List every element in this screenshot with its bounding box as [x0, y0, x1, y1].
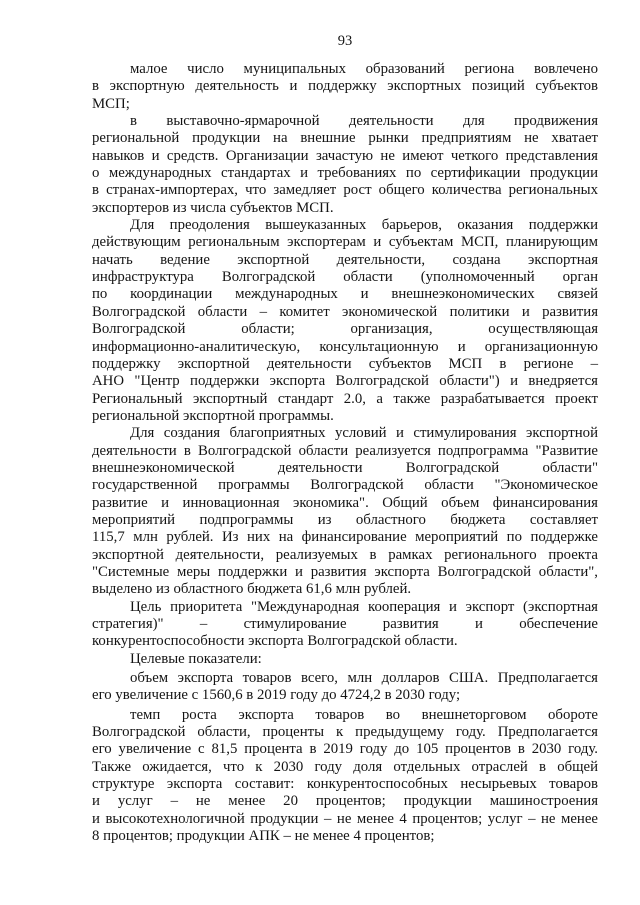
text-line: навыков и средств. Организации зачастую не имеют четкого представления: [92, 147, 598, 164]
text-line: 8 процентов; продукции АПК – не менее 4 процентов;: [92, 828, 435, 845]
text-line: действующим региональным экспортерам и субъектам МСП, планирующим: [92, 234, 598, 251]
text-line: Для создания благоприятных условий и стимулирования экспортной: [130, 425, 598, 442]
text-line: начать ведение экспортной деятельности, создана экспортная: [92, 251, 598, 268]
text-line: в экспортную деятельность и поддержку экспортных позиций субъектов: [92, 78, 598, 95]
text-line: развитие и инновационная экономика". Общий объем финансирования: [92, 494, 598, 511]
text-line: внешнеэкономической деятельности Волгоградской области": [92, 459, 598, 476]
text-line: деятельности в Волгоградской области реализуется подпрограмма "Развитие: [92, 442, 598, 459]
text-line: по координации международных и внешнеэкономических связей: [92, 286, 598, 303]
text-line: государственной программы Волгоградской области "Экономическое: [92, 477, 598, 494]
text-line: экспортной деятельности, реализуемых в рамках регионального проекта: [92, 546, 598, 563]
text-line: Волгоградской области, проценты к предыдущему году. Предполагается: [92, 724, 598, 741]
text-line: его увеличение с 81,5 процента в 2019 году до 105 процентов в 2030 году.: [92, 741, 598, 758]
paragraph: [92, 707, 598, 846]
paragraph: [92, 670, 598, 705]
text-line: региональной экспортной программы.: [92, 407, 334, 424]
text-line: о международных стандартах и требованиях по сертификации продукции: [92, 165, 598, 182]
text-line: региональной продукции на внешние рынки предприятиям не хватает: [92, 130, 598, 147]
text-line: мероприятий подпрограммы из областного бюджета составляет: [92, 511, 598, 528]
paragraph: [92, 217, 598, 425]
text-line: АНО "Центр поддержки экспорта Волгоградской области") и внедряется: [92, 373, 598, 390]
text-line: стратегия)" – стимулирование развития и обеспечение: [92, 616, 598, 632]
paragraph: [92, 599, 598, 651]
text-line: "Системные меры поддержки и развития экспорта Волгоградской области",: [92, 563, 598, 580]
text-line: Региональный экспортный стандарт 2.0, а также разрабатывается проект: [92, 390, 598, 407]
text-line: структуре экспорта составит: конкурентоспособных несырьевых товаров: [92, 776, 598, 793]
text-line: и услуг – не менее 20 процентов; продукции машиностроения: [92, 793, 598, 810]
text-line: его увеличение с 1560,6 в 2019 году до 4724,2 в 2030 году;: [92, 687, 461, 704]
paragraph: [92, 113, 598, 217]
paragraph: [92, 651, 598, 668]
text-line: Волгоградской области – комитет экономической политики и развития: [92, 303, 598, 320]
text-line: темп роста экспорта товаров во внешнеторговом обороте: [130, 706, 598, 723]
text-line: Цель приоритета "Международная кооперация и экспорт (экспортная: [130, 598, 598, 615]
text-line: информационно-аналитическую, консультационную и организационную: [92, 338, 598, 355]
text-line: в выставочно-ярмарочной деятельности для продвижения: [130, 113, 598, 130]
body-text: [92, 61, 598, 845]
text-line: 115,7 млн рублей. Из них на финансирование мероприятий по поддержке: [92, 529, 598, 546]
text-line: Для преодоления вышеуказанных барьеров, оказания поддержки: [130, 217, 598, 234]
text-line: инфраструктура Волгоградской области (уполномоченный орган: [92, 269, 598, 286]
section-heading: Целевые показатели:: [130, 650, 262, 667]
text-line: и высокотехнологичной продукции – не менее 4 процентов; услуг – не менее: [92, 810, 598, 827]
text-line: объем экспорта товаров всего, млн долларов США. Предполагается: [130, 670, 598, 687]
text-line: малое число муниципальных образований региона вовлечено: [130, 61, 598, 77]
page-number: 93: [337, 33, 353, 49]
text-line: выделено из областного бюджета 61,6 млн рублей.: [92, 581, 412, 598]
text-line: Волгоградской области; организация, осуществляющая: [92, 321, 598, 338]
text-line: конкурентоспособности экспорта Волгоградской области.: [92, 633, 458, 650]
text-line: экспортеров из числа субъектов МСП.: [92, 199, 334, 216]
text-line: в странах-импортерах, что замедляет рост общего количества региональных: [92, 182, 598, 199]
paragraph: [92, 425, 598, 598]
paragraph: [92, 61, 598, 113]
text-line: МСП;: [92, 95, 130, 112]
text-line: поддержку экспортной деятельности субъектов МСП в регионе –: [92, 355, 598, 372]
text-line: Также ожидается, что к 2030 году доля отдельных отраслей в общей: [92, 758, 598, 775]
